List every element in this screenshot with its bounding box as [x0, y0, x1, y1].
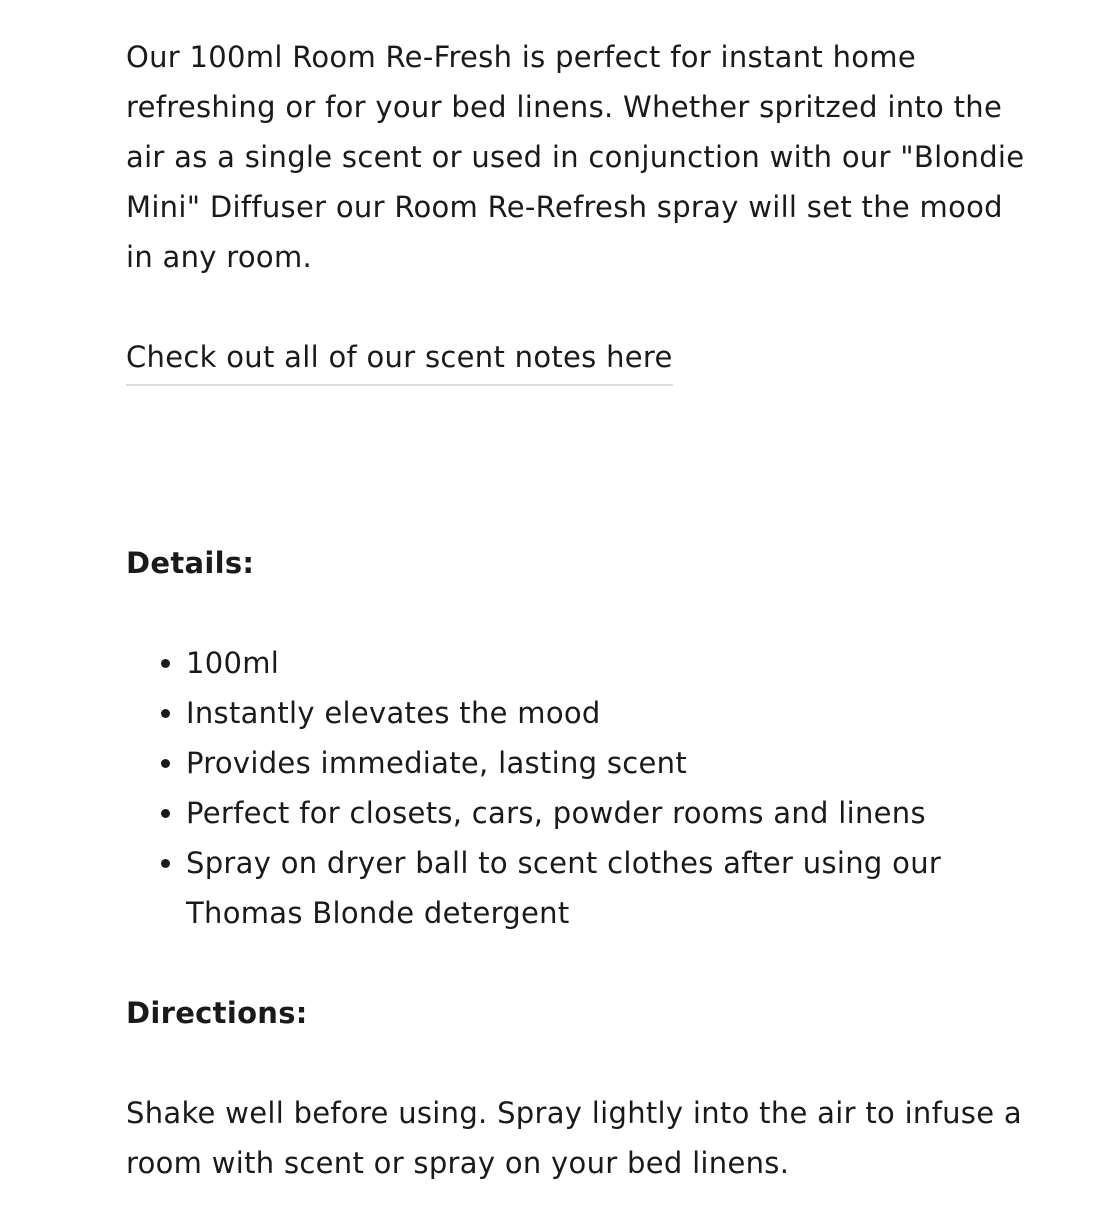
description-text: Our 100ml Room Re-Fresh is perfect for instant home refreshing or for your bed linens. Whether spritzed into the air as a single scent or used in conjunction with our "Blondie Mini" Diffuser our Room Re-Refresh spray will set the mood in any room. [126, 40, 1025, 274]
details-list [126, 638, 1046, 938]
list-item: • Provides immediate, lasting scent [186, 738, 1046, 788]
list-item: • 100ml [186, 638, 1046, 688]
directions-text: Shake well before using. Spray lightly into the air to infuse a room with scent or spray on your bed linens. [126, 1096, 1022, 1180]
list-item: • Instantly elevates the mood [186, 688, 1046, 738]
directions-heading: Directions: [126, 996, 308, 1030]
scent-notes-link[interactable]: Check out all of our scent notes here [126, 332, 673, 386]
details-heading: Details: [126, 546, 255, 580]
product-description [126, 32, 1046, 1188]
list-item: • Spray on dryer ball to scent clothes after using our Thomas Blonde detergent [186, 838, 976, 938]
list-item: • Perfect for closets, cars, powder rooms and linens [186, 788, 1046, 838]
